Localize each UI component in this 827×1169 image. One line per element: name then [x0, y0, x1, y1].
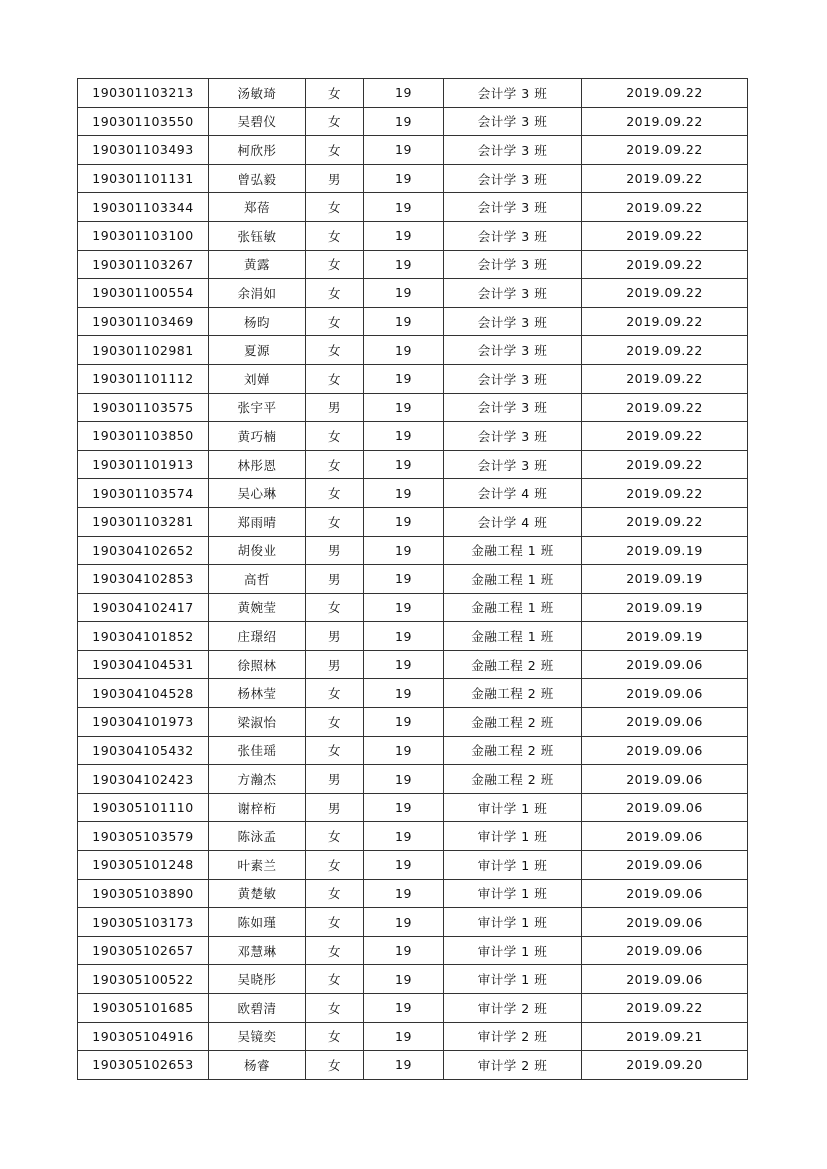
class-cell: 会计学 3 班 — [444, 107, 582, 136]
date-cell: 2019.09.22 — [582, 507, 748, 536]
table-row — [78, 279, 748, 308]
table-row — [78, 250, 748, 279]
student-name-cell: 郑蓓 — [209, 193, 306, 222]
student-name-cell: 陈泳孟 — [209, 822, 306, 851]
date-cell: 2019.09.06 — [582, 879, 748, 908]
gender-cell: 男 — [306, 164, 364, 193]
student-name-cell: 吴心琳 — [209, 479, 306, 508]
student-name-cell: 欧碧清 — [209, 994, 306, 1023]
class-cell: 金融工程 2 班 — [444, 650, 582, 679]
student-id-cell: 190305103890 — [78, 879, 209, 908]
roster-body — [78, 79, 748, 1080]
table-row — [78, 479, 748, 508]
student-name-cell: 郑雨晴 — [209, 507, 306, 536]
student-name-cell: 谢梓桁 — [209, 793, 306, 822]
gender-cell: 女 — [306, 593, 364, 622]
student-id-cell: 190301103550 — [78, 107, 209, 136]
table-row — [78, 765, 748, 794]
student-name-cell: 刘婵 — [209, 364, 306, 393]
date-cell: 2019.09.19 — [582, 536, 748, 565]
gender-cell: 男 — [306, 565, 364, 594]
date-cell: 2019.09.22 — [582, 364, 748, 393]
grade-cell: 19 — [364, 1022, 444, 1051]
date-cell: 2019.09.22 — [582, 193, 748, 222]
date-cell: 2019.09.06 — [582, 851, 748, 880]
grade-cell: 19 — [364, 107, 444, 136]
table-row — [78, 822, 748, 851]
grade-cell: 19 — [364, 193, 444, 222]
class-cell: 会计学 3 班 — [444, 250, 582, 279]
student-id-cell: 190305101110 — [78, 793, 209, 822]
grade-cell: 19 — [364, 708, 444, 737]
class-cell: 金融工程 2 班 — [444, 736, 582, 765]
grade-cell: 19 — [364, 936, 444, 965]
student-id-cell: 190301103493 — [78, 136, 209, 165]
student-id-cell: 190304105432 — [78, 736, 209, 765]
date-cell: 2019.09.22 — [582, 136, 748, 165]
class-cell: 会计学 3 班 — [444, 336, 582, 365]
grade-cell: 19 — [364, 336, 444, 365]
grade-cell: 19 — [364, 479, 444, 508]
student-name-cell: 吴镜奕 — [209, 1022, 306, 1051]
gender-cell: 女 — [306, 822, 364, 851]
date-cell: 2019.09.22 — [582, 450, 748, 479]
gender-cell: 女 — [306, 936, 364, 965]
grade-cell: 19 — [364, 221, 444, 250]
student-id-cell: 190304104531 — [78, 650, 209, 679]
student-name-cell: 吴晓彤 — [209, 965, 306, 994]
grade-cell: 19 — [364, 965, 444, 994]
date-cell: 2019.09.22 — [582, 994, 748, 1023]
gender-cell: 女 — [306, 307, 364, 336]
student-name-cell: 高哲 — [209, 565, 306, 594]
table-row — [78, 965, 748, 994]
class-cell: 审计学 1 班 — [444, 793, 582, 822]
student-id-cell: 190305100522 — [78, 965, 209, 994]
date-cell: 2019.09.22 — [582, 250, 748, 279]
student-id-cell: 190304102853 — [78, 565, 209, 594]
student-id-cell: 190305102657 — [78, 936, 209, 965]
table-row — [78, 679, 748, 708]
grade-cell: 19 — [364, 536, 444, 565]
student-name-cell: 梁淑怡 — [209, 708, 306, 737]
class-cell: 会计学 3 班 — [444, 221, 582, 250]
date-cell: 2019.09.20 — [582, 1051, 748, 1080]
table-row — [78, 593, 748, 622]
class-cell: 审计学 1 班 — [444, 822, 582, 851]
class-cell: 审计学 1 班 — [444, 936, 582, 965]
table-row — [78, 393, 748, 422]
gender-cell: 女 — [306, 250, 364, 279]
class-cell: 会计学 3 班 — [444, 79, 582, 108]
gender-cell: 女 — [306, 908, 364, 937]
table-row — [78, 164, 748, 193]
student-name-cell: 张宇平 — [209, 393, 306, 422]
date-cell: 2019.09.06 — [582, 708, 748, 737]
class-cell: 金融工程 2 班 — [444, 708, 582, 737]
grade-cell: 19 — [364, 736, 444, 765]
student-name-cell: 方瀚杰 — [209, 765, 306, 794]
grade-cell: 19 — [364, 307, 444, 336]
student-name-cell: 吴碧仪 — [209, 107, 306, 136]
grade-cell: 19 — [364, 1051, 444, 1080]
student-id-cell: 190301101112 — [78, 364, 209, 393]
grade-cell: 19 — [364, 593, 444, 622]
class-cell: 审计学 1 班 — [444, 879, 582, 908]
student-id-cell: 190305103173 — [78, 908, 209, 937]
gender-cell: 女 — [306, 736, 364, 765]
gender-cell: 女 — [306, 1051, 364, 1080]
class-cell: 审计学 2 班 — [444, 1051, 582, 1080]
gender-cell: 女 — [306, 450, 364, 479]
student-name-cell: 汤敏琦 — [209, 79, 306, 108]
table-row — [78, 422, 748, 451]
gender-cell: 女 — [306, 479, 364, 508]
table-row — [78, 336, 748, 365]
class-cell: 会计学 3 班 — [444, 279, 582, 308]
gender-cell: 女 — [306, 136, 364, 165]
student-id-cell: 190301103574 — [78, 479, 209, 508]
gender-cell: 女 — [306, 851, 364, 880]
gender-cell: 女 — [306, 422, 364, 451]
table-row — [78, 622, 748, 651]
gender-cell: 男 — [306, 793, 364, 822]
student-id-cell: 190301101131 — [78, 164, 209, 193]
table-row — [78, 507, 748, 536]
student-name-cell: 黄露 — [209, 250, 306, 279]
student-name-cell: 黄巧楠 — [209, 422, 306, 451]
student-id-cell: 190304102423 — [78, 765, 209, 794]
class-cell: 审计学 1 班 — [444, 908, 582, 937]
date-cell: 2019.09.22 — [582, 336, 748, 365]
gender-cell: 女 — [306, 364, 364, 393]
gender-cell: 女 — [306, 679, 364, 708]
table-row — [78, 364, 748, 393]
student-id-cell: 190301103469 — [78, 307, 209, 336]
student-id-cell: 190301103213 — [78, 79, 209, 108]
class-cell: 会计学 3 班 — [444, 422, 582, 451]
table-row — [78, 307, 748, 336]
table-row — [78, 879, 748, 908]
table-row — [78, 708, 748, 737]
table-row — [78, 936, 748, 965]
grade-cell: 19 — [364, 364, 444, 393]
table-row — [78, 1051, 748, 1080]
table-row — [78, 650, 748, 679]
student-name-cell: 黄婉莹 — [209, 593, 306, 622]
student-name-cell: 陈如瑾 — [209, 908, 306, 937]
date-cell: 2019.09.19 — [582, 593, 748, 622]
class-cell: 会计学 3 班 — [444, 393, 582, 422]
gender-cell: 女 — [306, 279, 364, 308]
table-row — [78, 851, 748, 880]
date-cell: 2019.09.22 — [582, 221, 748, 250]
class-cell: 金融工程 1 班 — [444, 593, 582, 622]
grade-cell: 19 — [364, 450, 444, 479]
date-cell: 2019.09.06 — [582, 650, 748, 679]
class-cell: 金融工程 1 班 — [444, 565, 582, 594]
class-cell: 审计学 1 班 — [444, 965, 582, 994]
grade-cell: 19 — [364, 994, 444, 1023]
gender-cell: 女 — [306, 79, 364, 108]
grade-cell: 19 — [364, 851, 444, 880]
student-id-cell: 190304102652 — [78, 536, 209, 565]
student-id-cell: 190301103267 — [78, 250, 209, 279]
class-cell: 会计学 3 班 — [444, 364, 582, 393]
gender-cell: 女 — [306, 507, 364, 536]
date-cell: 2019.09.22 — [582, 107, 748, 136]
gender-cell: 女 — [306, 994, 364, 1023]
table-row — [78, 736, 748, 765]
gender-cell: 女 — [306, 965, 364, 994]
date-cell: 2019.09.06 — [582, 822, 748, 851]
student-name-cell: 叶素兰 — [209, 851, 306, 880]
gender-cell: 女 — [306, 221, 364, 250]
student-roster-table — [77, 78, 748, 1080]
table-row — [78, 221, 748, 250]
student-id-cell: 190305101248 — [78, 851, 209, 880]
class-cell: 金融工程 1 班 — [444, 536, 582, 565]
student-id-cell: 190301101913 — [78, 450, 209, 479]
student-name-cell: 庄璟绍 — [209, 622, 306, 651]
grade-cell: 19 — [364, 879, 444, 908]
table-row — [78, 136, 748, 165]
student-id-cell: 190301103281 — [78, 507, 209, 536]
date-cell: 2019.09.06 — [582, 736, 748, 765]
class-cell: 金融工程 1 班 — [444, 622, 582, 651]
gender-cell: 男 — [306, 393, 364, 422]
date-cell: 2019.09.19 — [582, 565, 748, 594]
student-name-cell: 张钰敏 — [209, 221, 306, 250]
class-cell: 金融工程 2 班 — [444, 679, 582, 708]
grade-cell: 19 — [364, 565, 444, 594]
date-cell: 2019.09.22 — [582, 307, 748, 336]
date-cell: 2019.09.21 — [582, 1022, 748, 1051]
student-id-cell: 190304101973 — [78, 708, 209, 737]
student-id-cell: 190304101852 — [78, 622, 209, 651]
gender-cell: 男 — [306, 765, 364, 794]
gender-cell: 女 — [306, 708, 364, 737]
student-name-cell: 张佳瑶 — [209, 736, 306, 765]
class-cell: 会计学 4 班 — [444, 507, 582, 536]
student-name-cell: 杨睿 — [209, 1051, 306, 1080]
date-cell: 2019.09.06 — [582, 679, 748, 708]
grade-cell: 19 — [364, 393, 444, 422]
class-cell: 会计学 3 班 — [444, 450, 582, 479]
student-name-cell: 徐照林 — [209, 650, 306, 679]
student-id-cell: 190301103575 — [78, 393, 209, 422]
date-cell: 2019.09.19 — [582, 622, 748, 651]
student-name-cell: 黄楚敏 — [209, 879, 306, 908]
table-row — [78, 1022, 748, 1051]
table-row — [78, 107, 748, 136]
student-id-cell: 190301100554 — [78, 279, 209, 308]
table-row — [78, 536, 748, 565]
table-row — [78, 450, 748, 479]
date-cell: 2019.09.22 — [582, 164, 748, 193]
date-cell: 2019.09.22 — [582, 279, 748, 308]
table-row — [78, 994, 748, 1023]
grade-cell: 19 — [364, 765, 444, 794]
class-cell: 会计学 3 班 — [444, 136, 582, 165]
class-cell: 会计学 3 班 — [444, 164, 582, 193]
table-row — [78, 793, 748, 822]
gender-cell: 女 — [306, 336, 364, 365]
grade-cell: 19 — [364, 422, 444, 451]
table-row — [78, 908, 748, 937]
date-cell: 2019.09.06 — [582, 936, 748, 965]
grade-cell: 19 — [364, 908, 444, 937]
student-name-cell: 曾弘毅 — [209, 164, 306, 193]
student-name-cell: 杨林莹 — [209, 679, 306, 708]
grade-cell: 19 — [364, 507, 444, 536]
gender-cell: 女 — [306, 107, 364, 136]
grade-cell: 19 — [364, 136, 444, 165]
class-cell: 会计学 3 班 — [444, 193, 582, 222]
table-row — [78, 79, 748, 108]
class-cell: 会计学 3 班 — [444, 307, 582, 336]
grade-cell: 19 — [364, 79, 444, 108]
table-row — [78, 565, 748, 594]
grade-cell: 19 — [364, 793, 444, 822]
student-id-cell: 190301103344 — [78, 193, 209, 222]
class-cell: 审计学 1 班 — [444, 851, 582, 880]
grade-cell: 19 — [364, 822, 444, 851]
student-id-cell: 190305104916 — [78, 1022, 209, 1051]
gender-cell: 女 — [306, 879, 364, 908]
date-cell: 2019.09.22 — [582, 422, 748, 451]
student-id-cell: 190304102417 — [78, 593, 209, 622]
student-id-cell: 190305103579 — [78, 822, 209, 851]
grade-cell: 19 — [364, 164, 444, 193]
student-name-cell: 夏源 — [209, 336, 306, 365]
grade-cell: 19 — [364, 679, 444, 708]
date-cell: 2019.09.06 — [582, 793, 748, 822]
student-name-cell: 余涓如 — [209, 279, 306, 308]
date-cell: 2019.09.06 — [582, 908, 748, 937]
date-cell: 2019.09.22 — [582, 393, 748, 422]
class-cell: 审计学 2 班 — [444, 1022, 582, 1051]
date-cell: 2019.09.06 — [582, 765, 748, 794]
table-row — [78, 193, 748, 222]
class-cell: 金融工程 2 班 — [444, 765, 582, 794]
date-cell: 2019.09.22 — [582, 479, 748, 508]
student-id-cell: 190304104528 — [78, 679, 209, 708]
student-id-cell: 190305102653 — [78, 1051, 209, 1080]
gender-cell: 女 — [306, 1022, 364, 1051]
class-cell: 会计学 4 班 — [444, 479, 582, 508]
grade-cell: 19 — [364, 650, 444, 679]
student-id-cell: 190301103100 — [78, 221, 209, 250]
student-name-cell: 胡俊业 — [209, 536, 306, 565]
gender-cell: 男 — [306, 622, 364, 651]
gender-cell: 男 — [306, 650, 364, 679]
class-cell: 审计学 2 班 — [444, 994, 582, 1023]
date-cell: 2019.09.22 — [582, 79, 748, 108]
student-name-cell: 柯欣彤 — [209, 136, 306, 165]
student-id-cell: 190305101685 — [78, 994, 209, 1023]
date-cell: 2019.09.06 — [582, 965, 748, 994]
student-id-cell: 190301103850 — [78, 422, 209, 451]
grade-cell: 19 — [364, 622, 444, 651]
student-name-cell: 邓慧琳 — [209, 936, 306, 965]
gender-cell: 女 — [306, 193, 364, 222]
student-name-cell: 杨昀 — [209, 307, 306, 336]
grade-cell: 19 — [364, 250, 444, 279]
gender-cell: 男 — [306, 536, 364, 565]
student-name-cell: 林彤恩 — [209, 450, 306, 479]
student-id-cell: 190301102981 — [78, 336, 209, 365]
grade-cell: 19 — [364, 279, 444, 308]
